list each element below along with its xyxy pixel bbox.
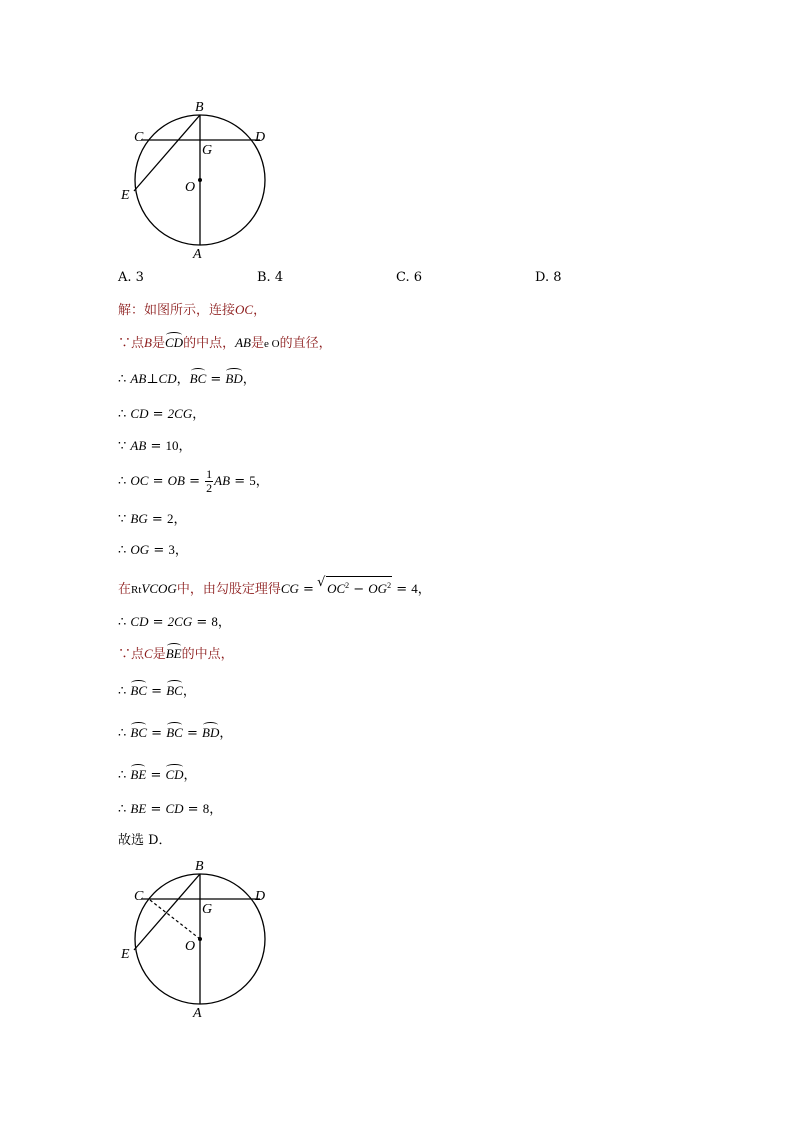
segment-OC-dashed bbox=[150, 900, 200, 939]
label-A: A bbox=[193, 1006, 202, 1021]
circle-figure-2 bbox=[114, 856, 284, 1031]
label-B: B bbox=[195, 100, 204, 115]
choice-a: A. 3 bbox=[118, 270, 144, 285]
solution-line-5: ∴ OC = OB = $\frac{1}{2}$ AB = 5， bbox=[118, 467, 269, 495]
solution-line-1: ∵点B是CD的中点，AB是e O的直径， bbox=[118, 335, 332, 351]
label-C: C bbox=[134, 130, 144, 145]
square-root: √ $OC^2 - OG^2$ bbox=[318, 576, 392, 599]
solution-line-9: ∴ CD = 2CG = 8， bbox=[118, 614, 231, 630]
solution-intro: 解：如图所示，连接OC， bbox=[118, 302, 267, 318]
solution-line-6: ∵ BG = 2， bbox=[118, 511, 187, 527]
label-B: B bbox=[195, 859, 204, 874]
choice-b: B. 4 bbox=[257, 270, 284, 285]
solution-line-3: ∴ CD = 2CG， bbox=[118, 406, 206, 422]
label-D: D bbox=[255, 130, 266, 145]
center-point bbox=[198, 178, 202, 182]
label-D: D bbox=[255, 889, 266, 904]
answer-line: 故选 D． bbox=[118, 833, 172, 848]
circle-figure-1 bbox=[114, 96, 284, 271]
solution-line-4: ∵ AB = 10， bbox=[118, 438, 192, 454]
solution-line-13: ∴ BE = CD， bbox=[118, 767, 197, 783]
label-G: G bbox=[202, 143, 213, 158]
solution-line-8: 在RtVCOG中，由勾股定理得CG = √ $OC^2 - OG^2 = 4$， bbox=[118, 576, 431, 599]
choice-c: C. 6 bbox=[396, 270, 423, 285]
solution-line-11: ∴ BC = BC， bbox=[118, 683, 196, 699]
label-O: O bbox=[185, 180, 196, 195]
solution-line-2: ∴ AB⊥CD，BC = BD， bbox=[118, 371, 256, 387]
circle-diagram-2 bbox=[114, 856, 284, 1031]
label-G: G bbox=[202, 902, 213, 917]
choice-d: D. 8 bbox=[535, 270, 562, 285]
solution-line-14: ∴ BE = CD = 8， bbox=[118, 801, 223, 817]
label-E: E bbox=[121, 947, 130, 962]
label-O: O bbox=[185, 939, 196, 954]
label-E: E bbox=[121, 188, 130, 203]
fraction-half: $\frac{1}{2}$ bbox=[206, 467, 213, 495]
solution-line-12: ∴ BC = BC = BD， bbox=[118, 725, 233, 741]
circle-diagram-1 bbox=[114, 96, 284, 271]
label-C: C bbox=[134, 889, 144, 904]
answer-choices bbox=[118, 270, 638, 288]
solution-line-10: ∵点C是BE的中点， bbox=[118, 646, 234, 662]
center-point bbox=[198, 937, 202, 941]
label-A: A bbox=[193, 247, 202, 262]
solution-line-7: ∴ OG = 3， bbox=[118, 542, 188, 558]
